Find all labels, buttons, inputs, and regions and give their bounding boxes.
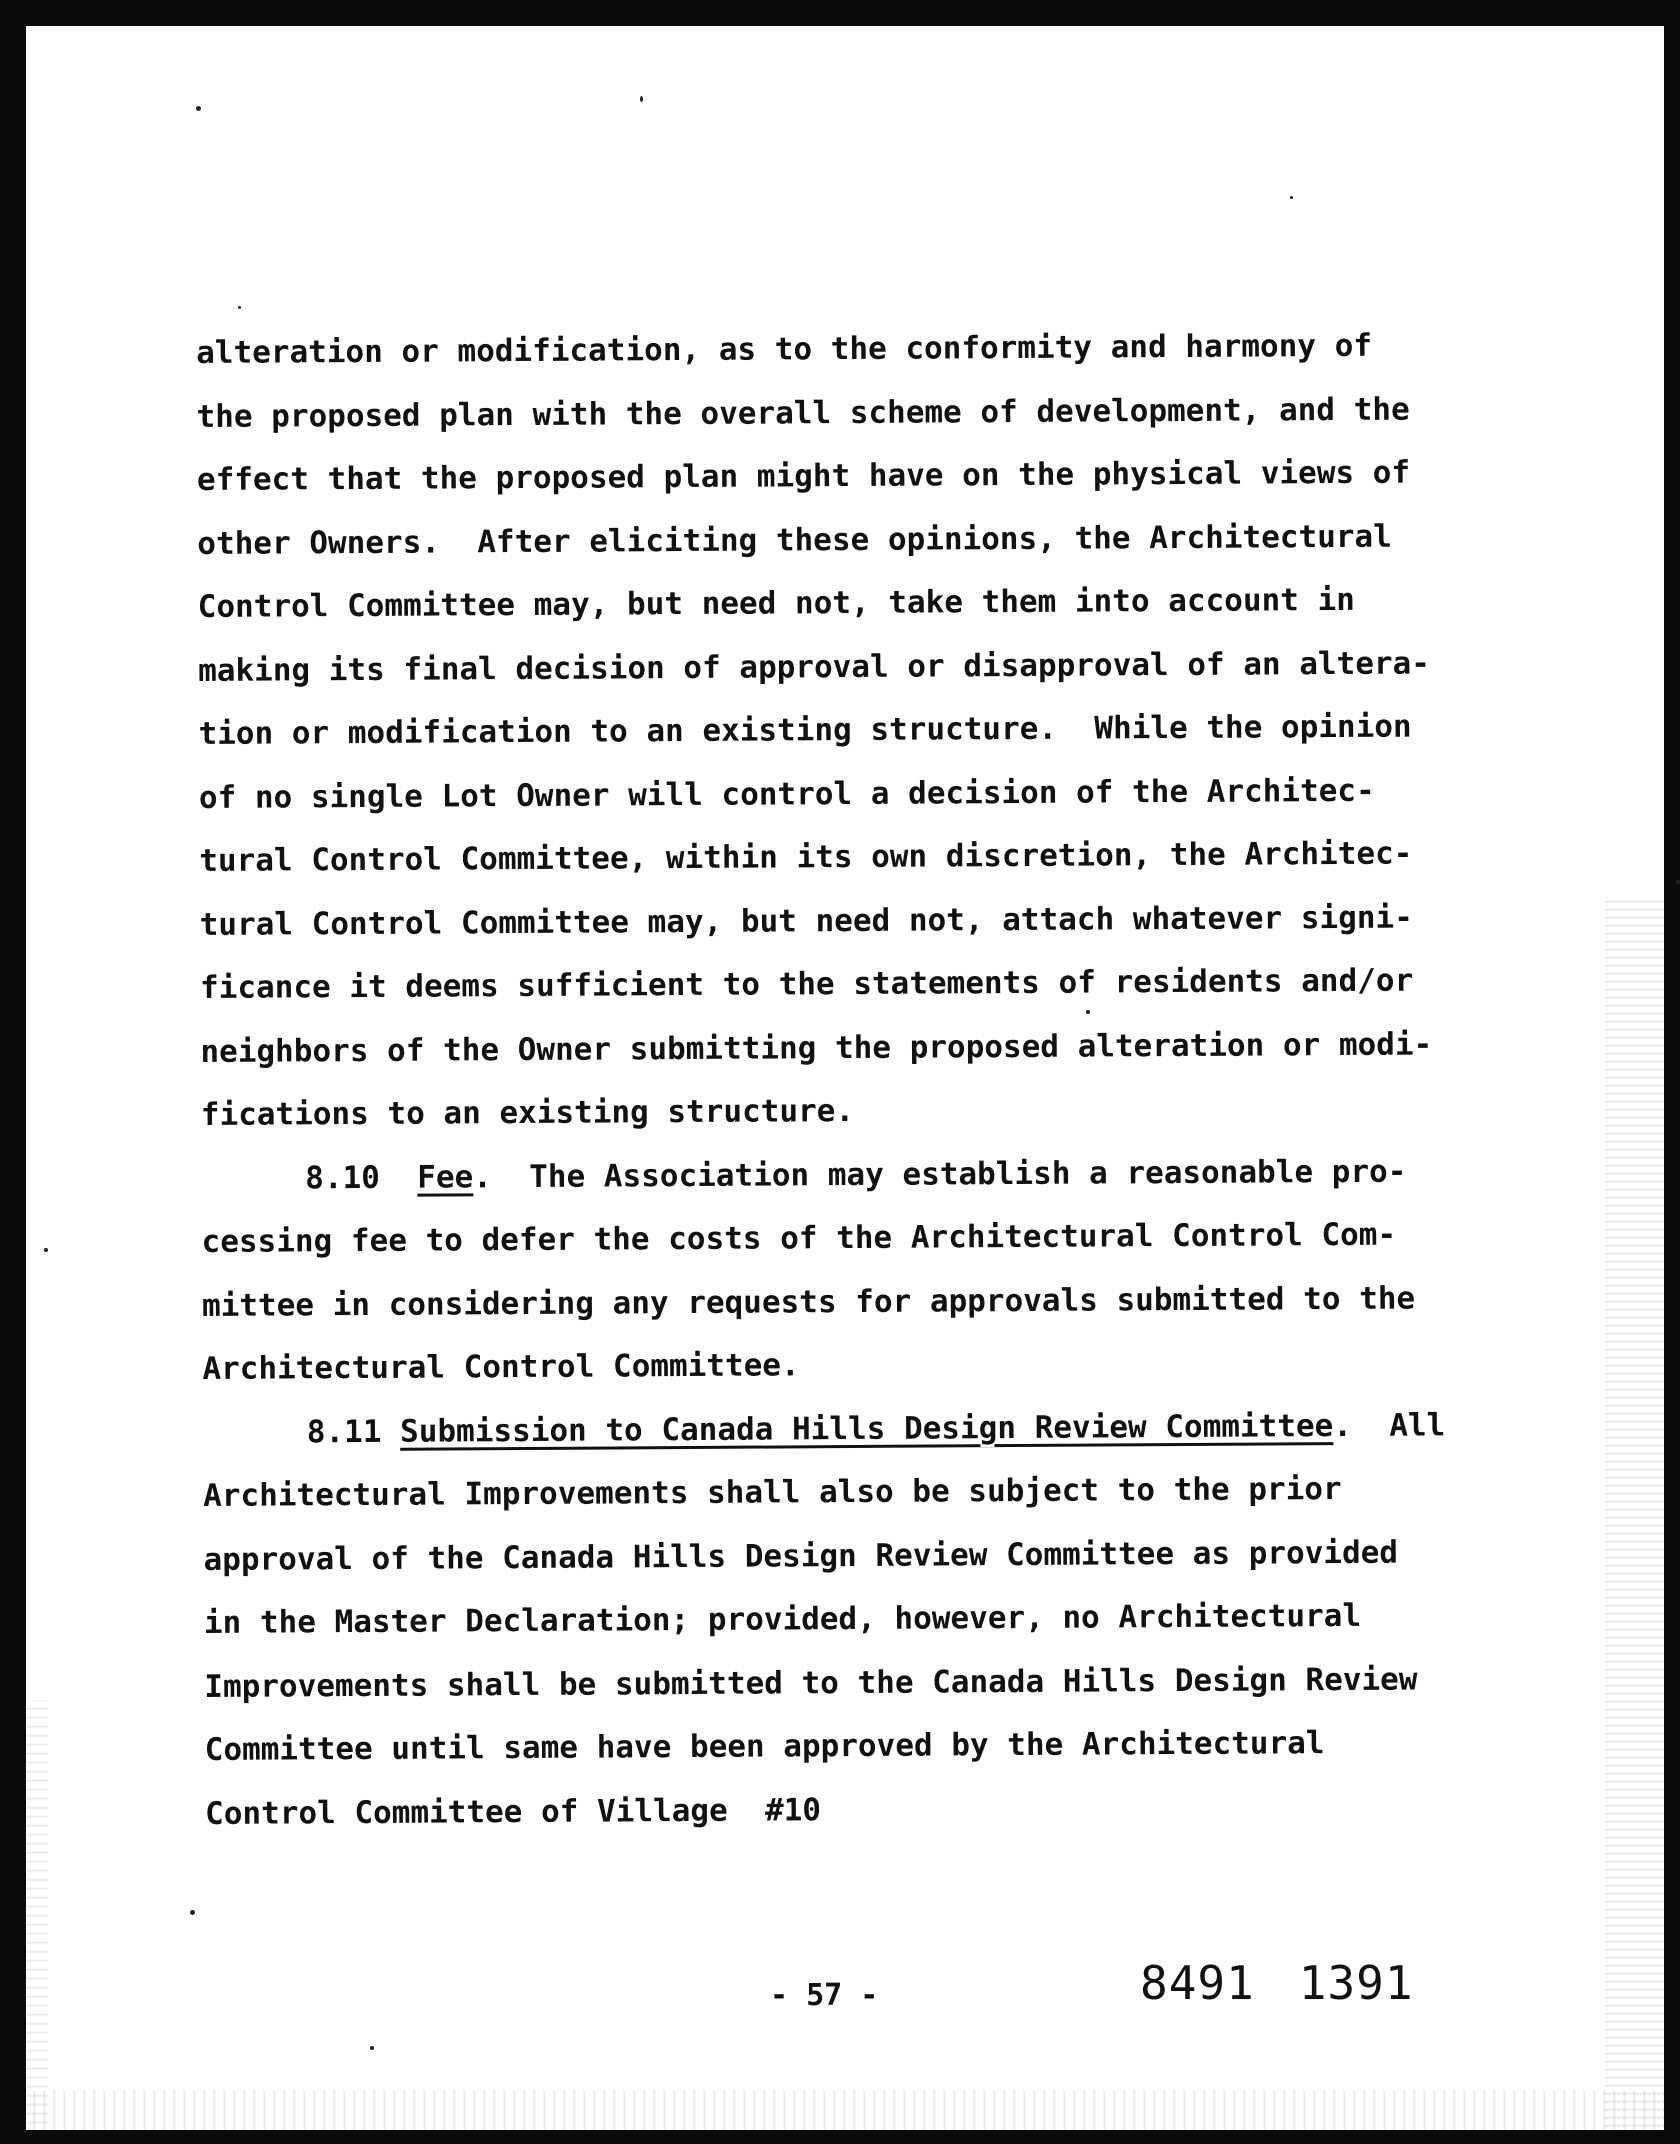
section-8-10-first-line [201, 1140, 1501, 1211]
scan-border-left [0, 0, 26, 2144]
text-line: neighbors of the Owner submitting the proposed alteration or modi- [200, 1025, 1433, 1070]
scan-speck [370, 2046, 374, 2050]
text-line: Architectural Improvements shall also be subject to the prior [203, 1471, 1342, 1514]
text-line: in the Master Declaration; provided, however, no Architectural [203, 1597, 1362, 1641]
scan-noise-bottom [26, 2090, 1666, 2130]
text-line: mittee in considering any requests for approvals submitted to the [201, 1280, 1416, 1324]
text-run: . All [1333, 1406, 1446, 1444]
text-line: Control Committee may, but need not, take them into account in [197, 581, 1355, 625]
text-line: effect that the proposed plan might have on the physical views of [196, 454, 1411, 498]
text-line: the proposed plan with the overall scheme of development, and the [196, 391, 1410, 435]
scan-speck [1676, 880, 1680, 884]
page-number: - 57 - [770, 1978, 879, 2013]
text-line: other Owners. After eliciting these opinions, the Architectural [197, 518, 1392, 562]
scan-border-bottom [0, 2130, 1680, 2144]
section-8-11-first-line [203, 1394, 1503, 1465]
page-stamp-number: 1391 [1298, 1956, 1414, 2010]
body-text [196, 314, 1505, 1846]
text-line: Control Committee of Village #10 [205, 1791, 822, 1832]
scan-speck [238, 306, 241, 309]
text-line: fications to an existing structure. [200, 1092, 855, 1133]
scan-speck [196, 106, 201, 111]
scan-speck [640, 96, 643, 102]
section-number: 8.10 [305, 1159, 380, 1196]
text-line: cessing fee to defer the costs of the Architectural Control Com- [201, 1216, 1397, 1260]
book-number: 8491 [1140, 1956, 1255, 2010]
scan-speck [44, 1248, 48, 1252]
scan-border-top [0, 0, 1680, 26]
scan-noise-right [1604, 900, 1664, 2140]
text-line: of no single Lot Owner will control a decision of the Architec- [198, 772, 1375, 816]
text-line: ficance it deems sufficient to the statements of residents and/or [199, 962, 1414, 1006]
scan-speck [1290, 196, 1293, 199]
text-line: making its final decision of approval or disapproval of an altera- [198, 644, 1431, 689]
text-line: tural Control Committee, within its own discretion, the Architec- [199, 835, 1413, 879]
section-heading: Fee [417, 1158, 474, 1196]
text-line: tural Control Committee may, but need not, attach whatever signi- [199, 899, 1413, 943]
scan-border-right [1664, 0, 1680, 2144]
text-line: Architectural Control Committee. [202, 1347, 800, 1387]
text-run: . The Association may establish a reasonable pro- [473, 1153, 1407, 1195]
section-heading: Submission to Canada Hills Design Review Committee [399, 1407, 1334, 1450]
scan-noise-left [26, 1700, 48, 2130]
book-page-stamp [1140, 1956, 1414, 2010]
text-line: approval of the Canada Hills Design Review Committee as provided [203, 1534, 1399, 1578]
scan-speck [190, 1910, 195, 1915]
text-line: alteration or modification, as to the conformity and harmony of [196, 327, 1373, 371]
text-line: Improvements shall be submitted to the Canada Hills Design Review [204, 1661, 1418, 1705]
section-number: 8.11 [306, 1413, 382, 1450]
text-line: Committee until same have been approved by the Architectural [204, 1725, 1325, 1768]
text-line: tion or modification to an existing structure. While the opinion [198, 708, 1412, 752]
